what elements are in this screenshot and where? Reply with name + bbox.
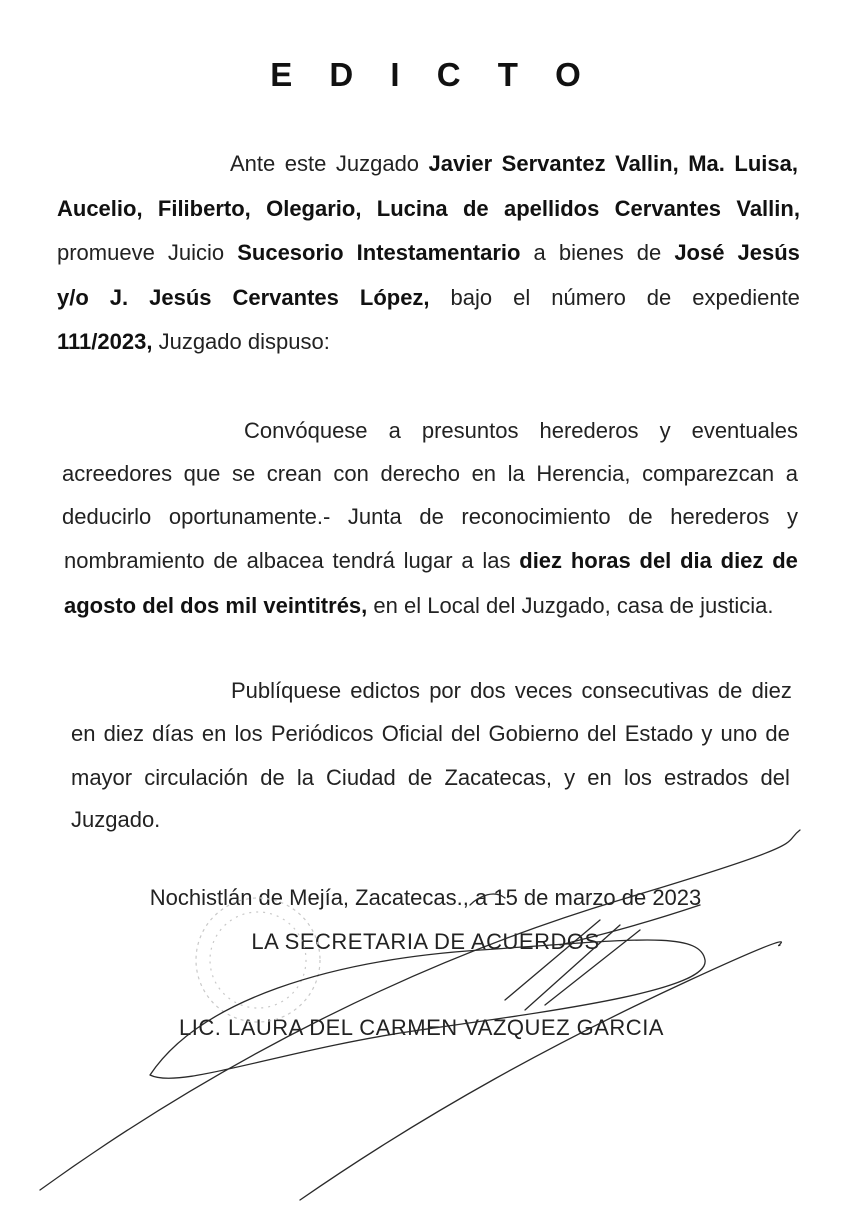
word: de bbox=[407, 765, 433, 790]
bold-word: mil bbox=[225, 593, 258, 618]
word: se bbox=[231, 461, 256, 486]
bold-word: apellidos bbox=[503, 196, 600, 221]
word: de bbox=[765, 721, 790, 746]
word: uno bbox=[720, 721, 758, 746]
word: mayor bbox=[71, 765, 133, 790]
word: del bbox=[485, 593, 516, 618]
word: Juzgado, bbox=[521, 593, 611, 618]
word: en bbox=[201, 721, 227, 746]
bold-word: del bbox=[639, 548, 672, 573]
word: el bbox=[513, 285, 531, 310]
word: justicia. bbox=[700, 593, 774, 618]
text-line bbox=[57, 231, 800, 275]
bold-word: López, bbox=[359, 285, 430, 310]
word: casa bbox=[616, 593, 664, 618]
text-line bbox=[231, 669, 792, 713]
word: número bbox=[551, 285, 626, 310]
bold-word: diez bbox=[519, 548, 563, 573]
word: de bbox=[636, 240, 662, 265]
word: lugar bbox=[403, 548, 453, 573]
word: en bbox=[471, 461, 497, 486]
word: y bbox=[659, 418, 671, 443]
word: la bbox=[507, 461, 525, 486]
word: dos bbox=[470, 678, 506, 703]
word: del bbox=[450, 721, 481, 746]
word: Estado bbox=[624, 721, 694, 746]
word: expediente bbox=[692, 285, 800, 310]
bold-word: Luisa, bbox=[734, 151, 798, 176]
text-line bbox=[71, 712, 790, 756]
text-line bbox=[57, 187, 800, 231]
word: Local bbox=[427, 593, 480, 618]
bold-word: José bbox=[674, 240, 725, 265]
word: de bbox=[646, 285, 672, 310]
bold-word: J. bbox=[109, 285, 129, 310]
text-line bbox=[244, 409, 798, 453]
word: la bbox=[296, 765, 314, 790]
word: acreedores bbox=[62, 461, 173, 486]
word: Convóquese bbox=[244, 418, 368, 443]
word: las bbox=[482, 548, 511, 573]
bold-word: Cervantes bbox=[232, 285, 339, 310]
bold-word: Jesús bbox=[149, 285, 212, 310]
word: de bbox=[717, 678, 743, 703]
word: tendrá bbox=[332, 548, 395, 573]
bold-word: veintitrés, bbox=[263, 593, 368, 618]
bold-word: Ma. bbox=[688, 151, 725, 176]
word: Herencia, bbox=[536, 461, 631, 486]
bold-word: horas bbox=[570, 548, 631, 573]
word: a bbox=[533, 240, 546, 265]
word: días bbox=[152, 721, 194, 746]
word: Juzgado bbox=[158, 329, 242, 354]
word: Periódicos bbox=[270, 721, 374, 746]
word: Juicio bbox=[167, 240, 225, 265]
bold-word: diez bbox=[720, 548, 764, 573]
signer-name: LIC. LAURA DEL CARMEN VAZQUEZ GARCIA bbox=[179, 1015, 664, 1040]
bold-word: de bbox=[772, 548, 798, 573]
bold-word: dia bbox=[680, 548, 712, 573]
bold-word: Intestamentario bbox=[356, 240, 521, 265]
word: de bbox=[628, 504, 653, 529]
word: los bbox=[623, 765, 652, 790]
bold-word: dos bbox=[180, 593, 220, 618]
signer-role: LA SECRETARIA DE ACUERDOS bbox=[251, 929, 600, 954]
word: oportunamente.- bbox=[168, 504, 331, 529]
word: albacea bbox=[246, 548, 324, 573]
bold-word: y/o bbox=[57, 285, 89, 310]
text-line bbox=[57, 276, 800, 320]
bold-word: Olegario, bbox=[266, 196, 362, 221]
word: Oficial bbox=[381, 721, 443, 746]
word: consecutivas bbox=[581, 678, 709, 703]
place-date-line: Nochistlán de Mejía, Zacatecas., a 15 de marzo de 2023 bbox=[149, 885, 702, 910]
word: Ante bbox=[230, 151, 276, 176]
bold-word: Cervantes bbox=[614, 196, 722, 221]
word: en bbox=[71, 721, 96, 746]
word: derecho bbox=[380, 461, 460, 486]
bold-word: Vallin, bbox=[736, 196, 800, 221]
bold-word: agosto bbox=[64, 593, 137, 618]
bold-word: Sucesorio bbox=[237, 240, 344, 265]
word: diez bbox=[103, 721, 144, 746]
bold-word: Aucelio, bbox=[57, 196, 143, 221]
text-line bbox=[71, 798, 160, 842]
word: crean bbox=[266, 461, 322, 486]
word: Gobierno bbox=[488, 721, 580, 746]
text-line bbox=[230, 142, 798, 186]
word: los bbox=[234, 721, 263, 746]
text-line bbox=[62, 452, 798, 496]
word: y bbox=[701, 721, 713, 746]
word: nombramiento bbox=[64, 548, 205, 573]
word: Juzgado bbox=[335, 151, 420, 176]
word: deducirlo bbox=[62, 504, 152, 529]
word: con bbox=[333, 461, 369, 486]
word: reconocimiento bbox=[461, 504, 611, 529]
word: de bbox=[419, 504, 444, 529]
bold-word: Vallin, bbox=[615, 151, 679, 176]
word: este bbox=[284, 151, 327, 176]
word: comparezcan bbox=[642, 461, 775, 486]
word: veces bbox=[514, 678, 573, 703]
word: bienes bbox=[558, 240, 624, 265]
word: y bbox=[786, 504, 798, 529]
word: por bbox=[429, 678, 461, 703]
bold-word: Lucina bbox=[376, 196, 448, 221]
word: herederos bbox=[670, 504, 770, 529]
word: que bbox=[183, 461, 221, 486]
bold-word: Filiberto, bbox=[157, 196, 251, 221]
word: el bbox=[404, 593, 422, 618]
word: presuntos bbox=[421, 418, 519, 443]
word: circulación bbox=[144, 765, 249, 790]
word: estrados bbox=[664, 765, 749, 790]
text-line bbox=[64, 584, 785, 628]
bold-word: Jesús bbox=[737, 240, 800, 265]
word: a bbox=[461, 548, 474, 573]
word: Ciudad bbox=[326, 765, 396, 790]
document-title: E D I C T O bbox=[270, 56, 595, 93]
word: eventuales bbox=[691, 418, 798, 443]
text-line bbox=[62, 495, 798, 539]
word: a bbox=[785, 461, 798, 486]
bold-word: de bbox=[462, 196, 489, 221]
word: del bbox=[760, 765, 790, 790]
word: dispuso: bbox=[247, 329, 330, 354]
word: de bbox=[669, 593, 694, 618]
bold-word: 111/2023, bbox=[57, 329, 153, 354]
bold-word: Javier bbox=[428, 151, 493, 176]
word: en bbox=[373, 593, 398, 618]
word: de bbox=[260, 765, 285, 790]
word: Junta bbox=[347, 504, 402, 529]
word: y bbox=[564, 765, 576, 790]
word: en bbox=[587, 765, 612, 790]
word: a bbox=[388, 418, 401, 443]
word: de bbox=[213, 548, 238, 573]
word: herederos bbox=[539, 418, 639, 443]
word: edictos bbox=[350, 678, 420, 703]
word: promueve bbox=[57, 240, 155, 265]
text-line bbox=[57, 320, 800, 364]
word: Juzgado. bbox=[71, 807, 161, 832]
word: Zacatecas, bbox=[444, 765, 553, 790]
bold-word: Servantez bbox=[501, 151, 606, 176]
word: diez bbox=[751, 678, 792, 703]
text-line bbox=[71, 756, 790, 800]
text-line bbox=[64, 539, 798, 583]
word: del bbox=[587, 721, 617, 746]
word: bajo bbox=[450, 285, 493, 310]
bold-word: del bbox=[142, 593, 175, 618]
word: Publíquese bbox=[231, 678, 342, 703]
